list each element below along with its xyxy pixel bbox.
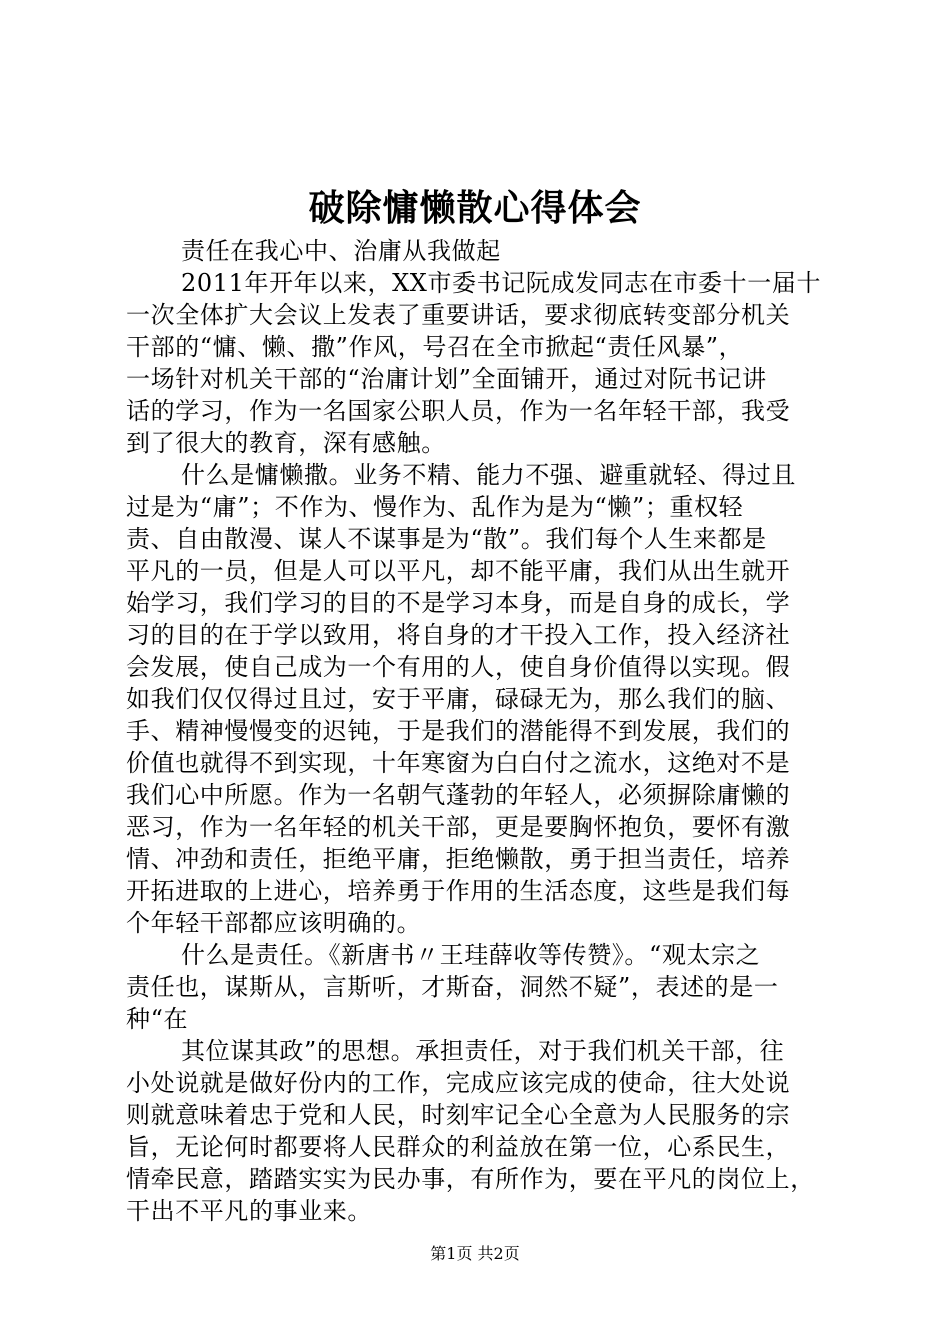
body-line: 什么是慵懒撒。业务不精、能力不强、避重就轻、得过且 (181, 461, 796, 489)
body-line: 习的目的在于学以致用，将自身的才干投入工作，投入经济社 (126, 621, 791, 649)
body-line: 始学习，我们学习的目的不是学习本身，而是自身的成长，学 (126, 589, 791, 617)
body-line: 恶习，作为一名年轻的机关干部，更是要胸怀抱负，要怀有激 (126, 813, 791, 841)
page-number-footer: 第1页 共2页 (430, 1244, 520, 1263)
body-line: 干出不平凡的事业来。 (126, 1197, 372, 1225)
body-line: 过是为“庸”；不作为、慢作为、乱作为是为“懒”；重权轻 (126, 493, 744, 521)
body-line: 如我们仅仅得过且过，安于平庸，碌碌无为，那么我们的脑、 (126, 685, 791, 713)
body-line: 话的学习，作为一名国家公职人员，作为一名年轻干部，我受 (126, 397, 791, 425)
body-line: 个年轻干部都应该明确的。 (126, 909, 422, 937)
body-line: 平凡的一员，但是人可以平凡，却不能平庸，我们从出生就开 (126, 557, 791, 585)
body-line: 旨，无论何时都要将人民群众的利益放在第一位，心系民生， (126, 1133, 791, 1161)
body-line: 干部的“慵、懒、撒”作风，号召在全市掀起“责任风暴”， (126, 333, 744, 361)
body-line: 价值也就得不到实现，十年寒窗为白白付之流水，这绝对不是 (126, 749, 791, 777)
body-line: 情牵民意，踏踏实实为民办事，有所作为，要在平凡的岗位上， (126, 1165, 815, 1193)
body-line: 情、冲劲和责任，拒绝平庸，拒绝懒散，勇于担当责任，培养 (126, 845, 791, 873)
body-line: 会发展，使自己成为一个有用的人，使自身价值得以实现。假 (126, 653, 791, 681)
body-line: 到了很大的教育，深有感触。 (126, 429, 446, 457)
document-body (126, 235, 838, 1227)
body-line: 责任也，谋斯从，言斯听，才斯奋，洞然不疑”，表述的是一 (126, 973, 779, 1001)
body-line: 手、精神慢慢变的迟钝，于是我们的潜能得不到发展，我们的 (126, 717, 791, 745)
body-line: 小处说就是做好份内的工作，完成应该完成的使命，往大处说 (126, 1069, 791, 1097)
body-line: 开拓进取的上进心，培养勇于作用的生活态度，这些是我们每 (126, 877, 791, 905)
body-line: 其位谋其政”的思想。承担责任，对于我们机关干部，往 (181, 1037, 785, 1065)
body-line: 一场针对机关干部的“治庸计划”全面铺开，通过对阮书记讲 (126, 365, 767, 393)
document-title: 破除慵懒散心得体会 (308, 187, 642, 229)
body-line: 2011年开年以来，XX市委书记阮成发同志在市委十一届十 (181, 269, 822, 297)
body-line: 责任在我心中、治庸从我做起 (181, 237, 501, 265)
body-line: 则就意味着忠于党和人民，时刻牢记全心全意为人民服务的宗 (126, 1101, 791, 1129)
body-line: 我们心中所愿。作为一名朝气蓬勃的年轻人，必须摒除庸懒的 (126, 781, 791, 809)
body-line: 责、自由散漫、谋人不谋事是为“散”。我们每个人生来都是 (126, 525, 767, 553)
body-line: 什么是责任。《新唐书〃王珪薛收等传赞》。“观太宗之 (181, 941, 761, 969)
body-line: 一次全体扩大会议上发表了重要讲话，要求彻底转变部分机关 (126, 301, 791, 329)
body-line: 种“在 (126, 1005, 189, 1033)
